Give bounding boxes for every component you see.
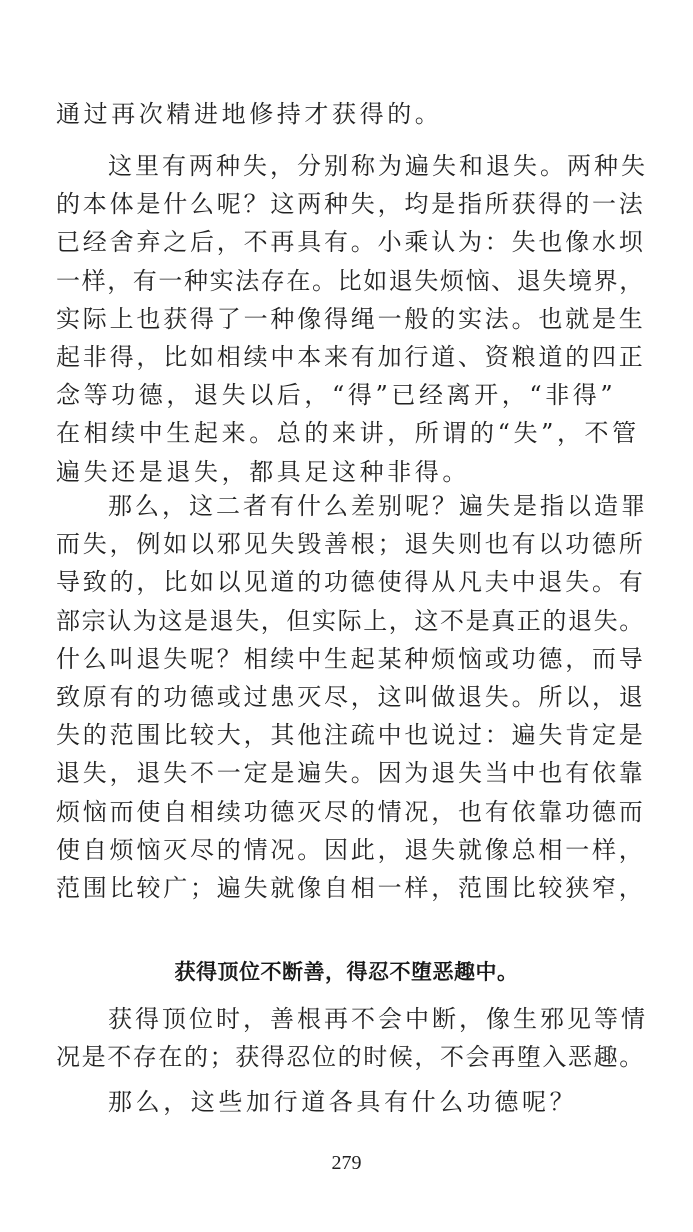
paragraph-peak-and-patience	[56, 1000, 648, 1076]
text-line: 实际上也获得了一种像得绳一般的实法。也就是生	[56, 304, 646, 333]
text-line: 失的范围比较大，其他注疏中也说过：遍失肯定是	[56, 721, 646, 750]
text-line: 通过再次精进地修持才获得的。	[56, 100, 443, 128]
text-line: 一样，有一种实法存在。比如退失烦恼、退失境界，	[56, 266, 645, 295]
text-line: 范围比较广；遍失就像自相一样，范围比较狭窄，	[56, 874, 646, 903]
text-line: 什么叫退失呢？相续中生起某种烦恼或功德，而导	[56, 644, 646, 673]
page-number: 279	[331, 1152, 362, 1174]
text-line: 获得顶位时，善根再不会中断，像生邪见等情	[108, 1005, 648, 1033]
paragraph-question	[56, 1083, 648, 1121]
text-line: 退失，退失不一定是遍失。因为退失当中也有依靠	[56, 759, 646, 788]
text-line: 致原有的功德或过患灭尽，这叫做退失。所以，退	[56, 683, 646, 712]
text-line: 导致的，比如以见道的功德使得从凡夫中退失。有	[56, 568, 646, 597]
text-line: 这里有两种失，分别称为遍失和退失。两种失	[108, 152, 648, 180]
text-line: 的本体是什么呢？这两种失，均是指所获得的一法	[56, 190, 646, 219]
text-line: 使自烦恼灭尽的情况。因此，退失就像总相一样，	[56, 835, 646, 864]
text-line: 遍失还是退失，都具足这种非得。	[56, 457, 470, 486]
text-line: 那么，这些加行道各具有什么功德呢？	[108, 1088, 578, 1116]
paragraph-two-kinds-of-loss	[56, 147, 648, 491]
text-line: 已经舍弃之后，不再具有。小乘认为：失也像水坝	[56, 228, 646, 257]
text-line: 况是不存在的；获得忍位的时候，不会再堕入恶趣。	[56, 1043, 645, 1072]
verse-heading: 获得顶位不断善，得忍不堕恶趣中。	[174, 960, 519, 984]
paragraph-continuation	[56, 95, 648, 133]
text-line: 念等功德，退失以后，“得”已经离开，“非得”	[56, 381, 617, 410]
text-line: 起非得，比如相续中本来有加行道、资粮道的四正	[56, 343, 646, 372]
text-line: 而失，例如以邪见失毁善根；退失则也有以功德所	[56, 530, 646, 559]
text-line: 部宗认为这是退失，但实际上，这不是真正的退失。	[56, 606, 645, 635]
text-line: 烦恼而使自相续功德灭尽的情况，也有依靠功德而	[56, 797, 646, 826]
text-line: 那么，这二者有什么差别呢？遍失是指以造罪	[108, 492, 648, 520]
paragraph-difference	[56, 487, 648, 907]
text-line: 在相续中生起来。总的来讲，所谓的“失”，不管	[56, 419, 640, 448]
